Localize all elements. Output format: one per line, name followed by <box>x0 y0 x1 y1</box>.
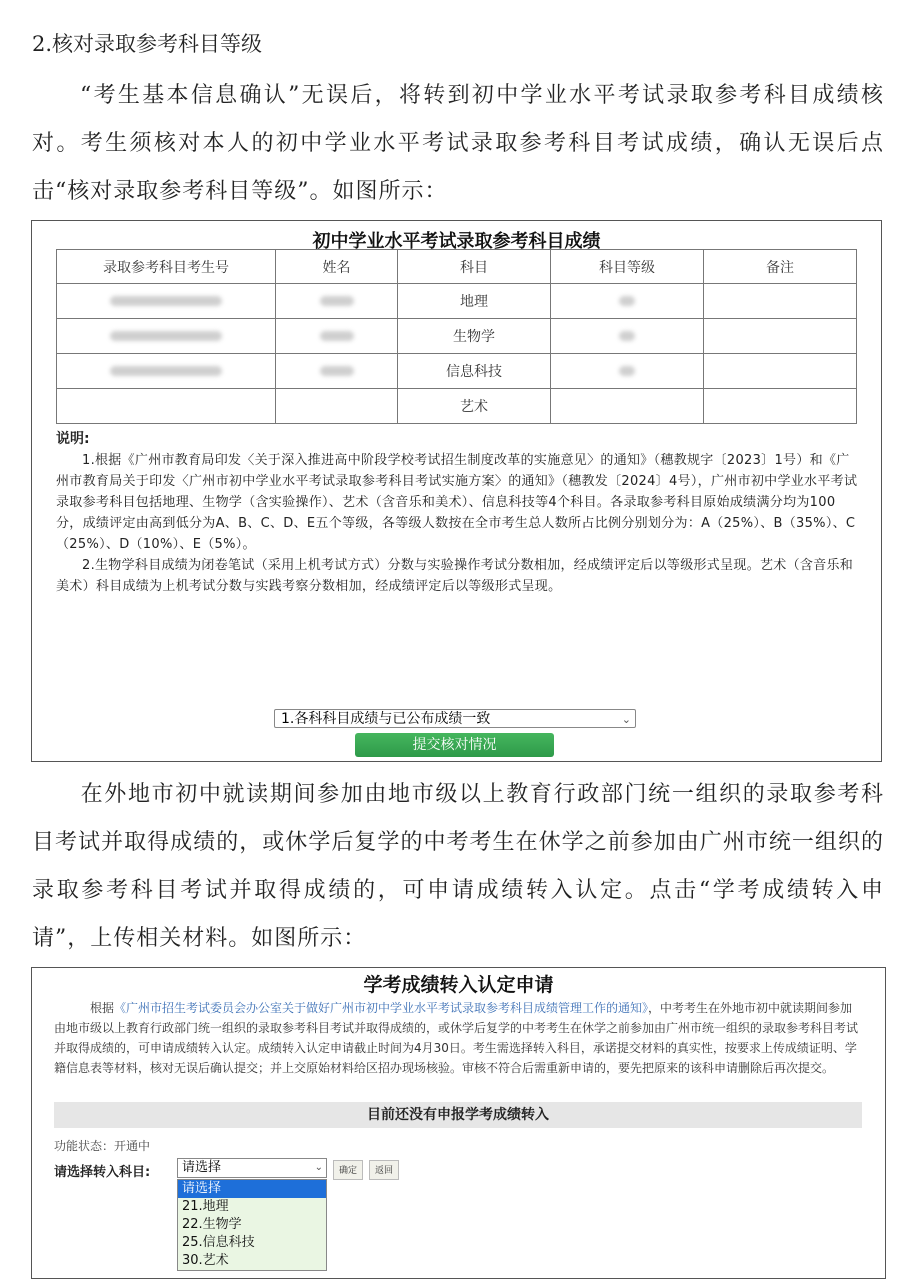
remark-cell <box>704 389 857 424</box>
table-row <box>57 319 857 354</box>
name-cell <box>276 319 398 354</box>
subject-select-value: 请选择 <box>182 1160 222 1175</box>
dropdown-option[interactable]: 请选择 <box>178 1180 326 1198</box>
name-cell <box>276 284 398 319</box>
transfer-panel-title: 学考成绩转入认定申请 <box>363 974 554 996</box>
notes-heading: 说明: <box>56 431 90 447</box>
col-exam-number: 录取参考科目考生号 <box>57 250 276 284</box>
col-name: 姓名 <box>276 250 398 284</box>
redacted-text <box>320 366 354 376</box>
chevron-down-icon: ⌄ <box>621 713 631 726</box>
col-grade: 科目等级 <box>551 250 704 284</box>
exam-number-cell <box>57 284 276 319</box>
exam-number-cell <box>57 389 276 424</box>
subject-cell: 生物学 <box>398 319 551 354</box>
section-heading: 2.核对录取参考科目等级 <box>32 32 263 56</box>
subject-cell: 艺术 <box>398 389 551 424</box>
table-header-row <box>57 250 857 284</box>
back-button[interactable]: 返回 <box>369 1160 399 1180</box>
grade-cell <box>551 319 704 354</box>
remark-cell <box>704 284 857 319</box>
table-row <box>57 284 857 319</box>
note-2: 2.生物学科目成绩为闭卷笔试（采用上机考试方式）分数与实验操作考试分数相加，经成绩评定后以等级形式呈现。艺术（含音乐和美术）科目成绩为上机考试分数与实践考察分数相加，经成绩评定后以等级形式呈现。 <box>56 558 854 594</box>
dropdown-option[interactable]: 30.艺术 <box>182 1253 229 1268</box>
score-table <box>56 249 857 424</box>
notice-link[interactable]: 《广州市招生考试委员会办公室关于做好广州市初中学业水平考试录取参考科目成绩管理工作的通知》 <box>114 1001 649 1015</box>
intro-paragraph <box>32 72 884 216</box>
name-cell <box>276 354 398 389</box>
confirm-button[interactable]: 确定 <box>333 1160 363 1180</box>
dropdown-option[interactable]: 21.地理 <box>182 1199 229 1214</box>
table-row <box>57 354 857 389</box>
redacted-text <box>110 296 222 306</box>
grade-cell <box>551 389 704 424</box>
verification-select[interactable] <box>274 709 636 728</box>
note-1: 1.根据《广州市教育局印发〈关于深入推进高中阶段学校考试招生制度改革的实施意见〉的通知》（穗教规字〔2023〕1号）和《广州市教育局关于印发〈广州市初中学业水平考试录取参考科目考试实施方案〉的通知》（穗教发〔2024〕4号），广州市初中学业水平考试录取参考科目包括地理、生物学（含实验操作）、艺术（含音乐和美术）、信息科技等4个科目。各录取参考科目原始成绩满分均为100分，成绩评定由高到低分为A、B、C、D、E五个等级，各等级人数按在全市考生总人数所占比例分别划分为：A（25%）、B（35%）、C（25%）、D（10%）、E（5%）。 <box>56 453 858 552</box>
subject-dropdown-list <box>177 1179 327 1271</box>
redacted-text <box>619 296 635 306</box>
status-bar: 目前还没有申报学考成绩转入 <box>54 1102 862 1128</box>
score-transfer-panel <box>31 967 886 1279</box>
remark-cell <box>704 354 857 389</box>
submit-verification-button[interactable]: 提交核对情况 <box>355 733 554 757</box>
score-verification-panel <box>31 220 882 762</box>
exam-number-cell <box>57 354 276 389</box>
chevron-down-icon: ⌄ <box>314 1162 323 1173</box>
remark-cell <box>704 319 857 354</box>
redacted-text <box>320 331 354 341</box>
col-subject: 科目 <box>398 250 551 284</box>
redacted-text <box>619 331 635 341</box>
dropdown-option[interactable]: 25.信息科技 <box>182 1235 255 1250</box>
name-cell <box>276 389 398 424</box>
score-panel-title: 初中学业水平考试录取参考科目成绩 <box>312 231 601 252</box>
intro-prefix: 根据 <box>90 1001 115 1015</box>
redacted-text <box>110 366 222 376</box>
subject-cell: 信息科技 <box>398 354 551 389</box>
subject-cell: 地理 <box>398 284 551 319</box>
grade-cell <box>551 354 704 389</box>
table-row <box>57 389 857 424</box>
redacted-text <box>619 366 635 376</box>
subject-select[interactable] <box>177 1158 327 1178</box>
exam-number-cell <box>57 319 276 354</box>
intro-paragraph-text: “考生基本信息确认”无误后，将转到初中学业水平考试录取参考科目成绩核对。考生须核对本人的初中学业水平考试录取参考科目考试成绩，确认无误后点击“核对录取参考科目等级”。如图所示： <box>32 83 884 204</box>
function-status: 功能状态：开通中 <box>54 1139 151 1153</box>
notes-section <box>56 429 860 597</box>
transfer-paragraph-text: 在外地市初中就读期间参加由地市级以上教育行政部门统一组织的录取参考科目考试并取得成绩的，或休学后复学的中考考生在休学之前参加由广州市统一组织的录取参考科目考试并取得成绩的，可申请成绩转入认定。点击“学考成绩转入申请”，上传相关材料。如图所示： <box>32 782 884 951</box>
subject-select-label: 请选择转入科目: <box>54 1165 151 1180</box>
redacted-text <box>320 296 354 306</box>
col-remark: 备注 <box>704 250 857 284</box>
transfer-intro <box>54 998 862 1078</box>
grade-cell <box>551 284 704 319</box>
dropdown-option[interactable]: 22.生物学 <box>182 1217 242 1232</box>
redacted-text <box>110 331 222 341</box>
transfer-paragraph <box>32 771 884 963</box>
verification-select-value: 1.各科科目成绩与已公布成绩一致 <box>281 711 491 727</box>
intro-rest: ，中考考生在外地市初中就读期间参加由地市级以上教育行政部门统一组织的录取参考科目考试并取得成绩的，或休学后复学的中考考生在休学之前参加由广州市统一组织的录取参考科目考试并取得成绩的，可申请成绩转入认定。成绩转入认定申请截止时间为4月30日。考生需选择转入科目，承诺提交材料的真实性，按要求上传成绩证明、学籍信息表等材料，核对无误后确认提交；并上交原始材料给区招办现场核验。审核不符合后需重新申请的，要先把原来的该科申请删除后再次提交。 <box>54 1001 859 1075</box>
